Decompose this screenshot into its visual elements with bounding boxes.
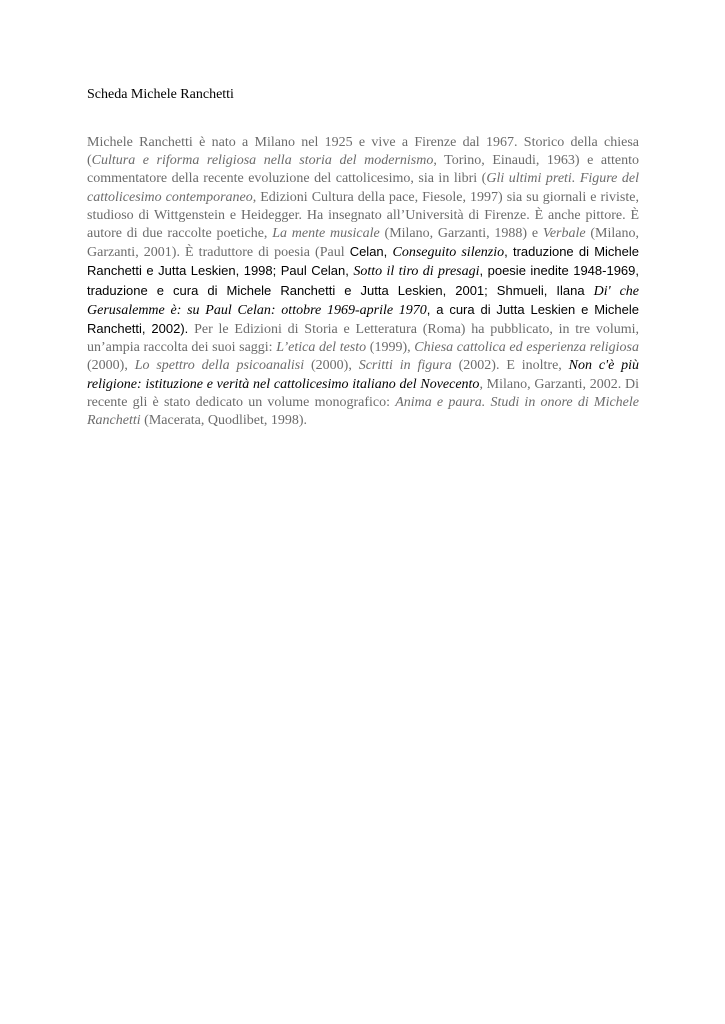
text-segment: , traduzione di Michele Ranchetti e Jutta Leskien, 1998; Paul Celan, — [87, 244, 639, 279]
book-title: Non c'è più religione: istituzione e verità nel cattolicesimo italiano del Novecento — [87, 358, 640, 392]
text-segment: , Torino, Einaudi, 1963) e attento commentatore della recente evoluzione del cattolicesimo, sia in libri ( — [87, 153, 640, 187]
text-segment: Per le Edizioni di Storia e Letteratura (Roma) ha pubblicato, in tre volumi, un’ampia raccolta dei suoi saggi: — [87, 322, 639, 356]
book-title: Lo spettro della psicoanalisi — [134, 358, 305, 374]
book-title: Conseguito silenzio — [392, 245, 505, 261]
text-segment: Michele Ranchetti è nato a Milano nel 1925 e vive a Firenze dal 1967. Storico della chiesa ( — [87, 135, 639, 169]
text-segment: , a cura di Jutta Leskien e Michele Ranchetti, 2002). — [87, 301, 639, 337]
book-title: Cultura e riforma religiosa nella storia del modernismo — [91, 153, 434, 169]
text-segment: (2000), — [87, 358, 135, 374]
text-segment: , Milano, Garzanti, 2002. Di recente gli è stato dedicato un volume monografico: — [87, 376, 639, 410]
book-title: Di' che Gerusalemme è: su Paul Celan: ottobre 1969-aprile 1970 — [87, 283, 640, 318]
text-segment: , poesie inedite 1948-1969, traduzione e cura di Michele Ranchetti e Jutta Leskien, 2001; Shmueli, Ilana — [87, 263, 640, 298]
text-segment: Celan, — [349, 244, 393, 260]
book-title: Sotto il tiro di presagi — [353, 264, 480, 280]
text-segment: (1999), — [366, 340, 415, 356]
text-segment: (Macerata, Quodlibet, 1998). — [140, 413, 308, 429]
book-title: Gli ultimi preti. Figure del cattolicesimo contemporaneo — [87, 171, 640, 205]
book-title: Verbale — [542, 226, 586, 242]
book-title: Anima e paura. Studi in onore di Michele Ranchetti — [87, 394, 639, 429]
book-title: Chiesa cattolica ed esperienza religiosa — [414, 340, 639, 356]
biography-paragraph — [87, 134, 639, 430]
text-segment: , Edizioni Cultura della pace, Fiesole, 1997) sia su giornali e riviste, studioso di Wittgenstein e Heidegger. Ha insegnato all’Università di Firenze. È anche pittore. È autore di due raccolte poetiche, — [87, 189, 639, 242]
book-title: Scritti in figura — [358, 358, 452, 374]
text-segment: (Milano, Garzanti, 1988) e — [379, 226, 543, 242]
text-segment: (Milano, Garzanti, 2001). È traduttore di poesia (Paul — [87, 226, 639, 261]
book-title: L’etica del testo — [276, 340, 367, 356]
text-segment: (2002). E inoltre, — [451, 358, 569, 374]
text-segment: (2000), — [304, 358, 359, 374]
document-title: Scheda Michele Ranchetti — [87, 87, 234, 102]
book-title: La mente musicale — [272, 226, 380, 242]
